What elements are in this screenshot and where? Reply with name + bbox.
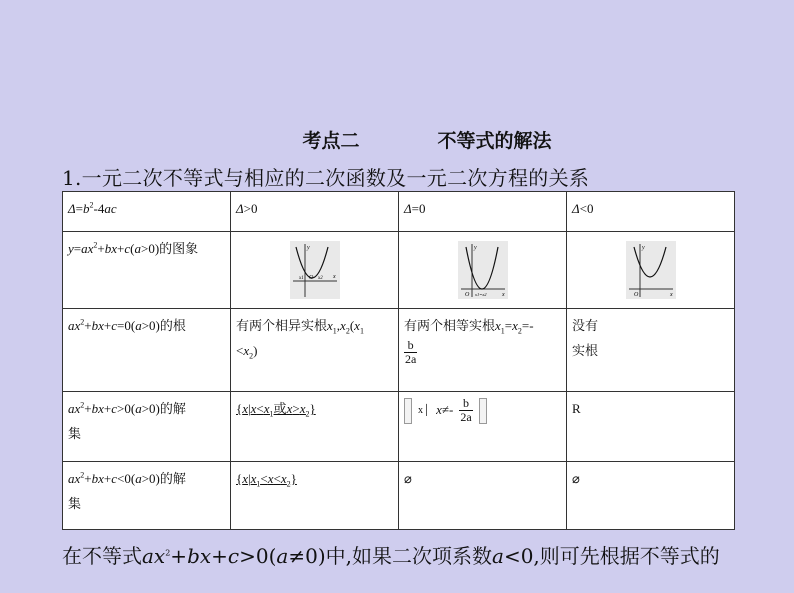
section-topic: 不等式的解法 [437, 130, 552, 152]
gt-neg: R [567, 392, 735, 462]
svg-text:x1=x2: x1=x2 [474, 292, 487, 297]
roots-pos: 有两个相异实根$x_1,x_2(x_1$ $<x_2$) [231, 309, 399, 392]
table-row [63, 192, 735, 232]
parabola-no-root-graph [626, 241, 676, 299]
brace-left-icon [404, 398, 412, 424]
set-expression: x│ x≠- $\frac{b}{2a}$ [404, 397, 487, 424]
table-row [63, 232, 735, 309]
svg-text:O: O [308, 275, 313, 281]
svg-text:y: y [641, 245, 645, 251]
cell-delta-neg: Δ<0 [567, 192, 735, 232]
gt-zero [399, 392, 567, 462]
svg-text:y: y [306, 245, 310, 251]
heading: 1.一元二次不等式与相应的二次函数及一元二次方程的关系 [62, 166, 590, 190]
graph-cell-neg [567, 232, 735, 309]
roots-neg: 没有 实根 [567, 309, 735, 392]
svg-text:O: O [464, 292, 469, 298]
fraction: $\frac{b}{2a}$ [460, 396, 472, 425]
roots-zero: 有两个相等实根$x_1=x_2=-$ $\frac{b}{2a}$ [399, 309, 567, 392]
lt-label: $ax^2+bx+c<0(a>0)$的解 集 [63, 462, 231, 530]
gt-label: $ax^2+bx+c>0(a>0)$的解 集 [63, 392, 231, 462]
svg-text:x: x [332, 274, 336, 280]
cell-discriminant: $\Delta=b^2-4ac$ [63, 192, 231, 232]
table-row [63, 392, 735, 462]
table-row [63, 462, 735, 530]
relation-table [62, 191, 735, 530]
svg-text:y: y [473, 245, 477, 251]
svg-text:O: O [633, 292, 638, 298]
section-title [0, 126, 794, 153]
lt-zero: ⌀ [399, 462, 567, 530]
cell-delta-zero: Δ=0 [399, 192, 567, 232]
graph-label: $y=ax^2+bx+c(a>0)$的图象 [63, 232, 231, 309]
parabola-two-roots-graph [290, 241, 340, 299]
svg-text:x2: x2 [317, 276, 323, 281]
gt-pos: {$x|x<x_1$或$x>x_2$} [231, 392, 399, 462]
lt-neg: ⌀ [567, 462, 735, 530]
svg-text:x: x [669, 292, 673, 298]
graph-cell-pos [231, 232, 399, 309]
fraction: $\frac{b}{2a}$ [405, 337, 417, 366]
parabola-one-root-graph [458, 241, 508, 299]
table-row [63, 309, 735, 392]
footer-text: 在不等式$ax^2+bx+c>0(a\ne 0)$中,如果二次项系数a<0,则可先根据不等式的 [62, 544, 720, 568]
cell-delta-pos: Δ>0 [231, 192, 399, 232]
brace-right-icon [479, 398, 487, 424]
graph-cell-zero [399, 232, 567, 309]
svg-text:x: x [501, 292, 505, 298]
roots-label: $ax^2+bx+c=0(a>0)$的根 [63, 309, 231, 392]
lt-pos: $\{x|x_1<x<x_2\}$ [231, 462, 399, 530]
svg-text:x1: x1 [298, 276, 304, 281]
section-label: 考点二 [302, 130, 360, 152]
